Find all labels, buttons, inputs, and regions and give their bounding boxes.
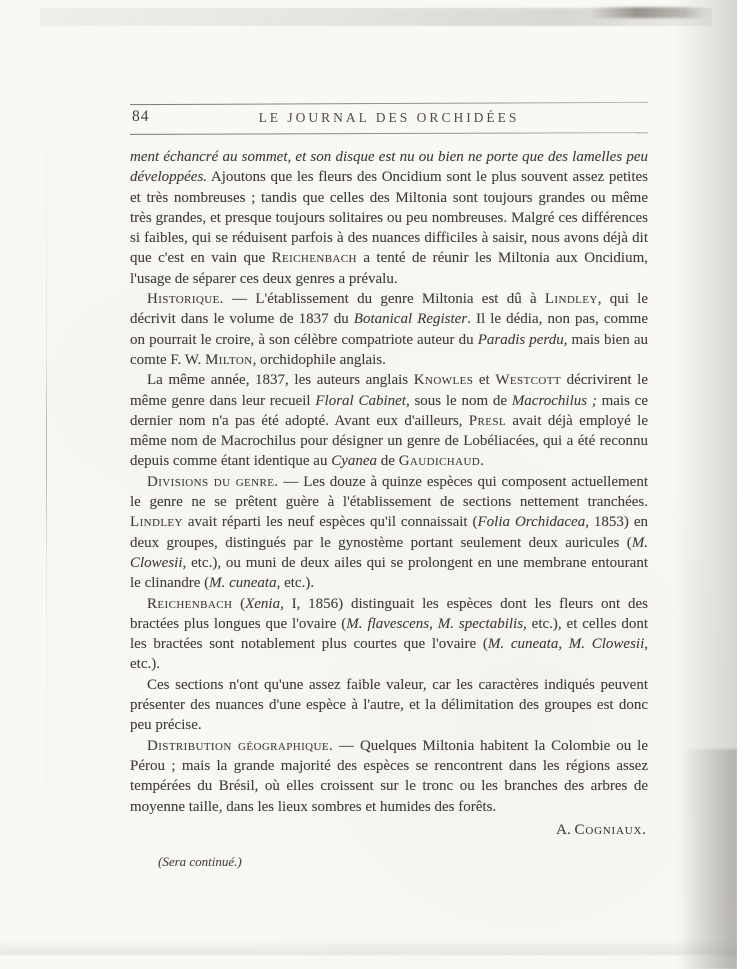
text-run: et <box>473 372 496 389</box>
text-run: I, 1856) distinguait les espèces dont les fleurs ont des bractées plus longues que l'ovaire ( <box>130 595 648 632</box>
text-run: Xenia, <box>245 595 284 612</box>
text-run: mais ce dernier nom n'a pas été adopté. Avant eux d'ailleurs, <box>130 392 648 429</box>
text-run: ( <box>232 595 246 612</box>
scan-white-margin <box>737 0 750 969</box>
text-run: — L'établissement du genre Miltonia est dû à <box>223 291 545 308</box>
text-run: sous le nom de <box>409 392 512 409</box>
text-run: M. flavescens, M. spectabilis, <box>346 615 527 632</box>
text-run: La même année, 1837, les auteurs anglais <box>147 372 414 389</box>
text-run: M. cuneata, M. Clowesii, <box>487 636 649 653</box>
text-run: M. Clowesii, <box>130 534 648 571</box>
text-run: ment échancré au sommet, et son disque est nu ou bien ne porte que des lamelles peu développées. <box>130 149 648 186</box>
page-number: 84 <box>132 108 150 125</box>
text-run: Paradis perdu, <box>477 331 568 348</box>
scan-noise-bottom-band <box>0 939 740 955</box>
header-rule-bottom <box>130 132 648 135</box>
text-run: A. <box>556 821 575 838</box>
running-header <box>130 108 648 128</box>
text-run: . Il le dédia, non pas, comme on pourrait le croire, à son célèbre compatriote auteur du <box>130 311 648 348</box>
article-body <box>130 147 648 872</box>
text-run: Milton <box>205 351 253 368</box>
text-run: , orchidophile anglais. <box>252 351 386 368</box>
paragraph <box>130 594 648 675</box>
text-run: Reichenbach <box>147 595 233 612</box>
continuation-note: (Sera continué.) <box>158 854 242 870</box>
text-run: Cyanea <box>331 453 378 470</box>
text-run: Lindley <box>544 291 598 308</box>
paragraph <box>130 675 648 736</box>
text-run: M. cuneata, <box>209 575 281 592</box>
text-run: Ajoutons que les fleurs des Oncidium sont le plus souvent assez petites et très nombreuses ; tandis que celles des Miltonia sont toujours grandes ou même très grandes, et presque toujours solitaires ou peu nombreuses. Malgré ces différences si faibles, qui se réduisent parfois à des nuances difficiles à saisir, nous avons déjà dit que c'est en vain que <box>130 169 648 267</box>
paragraph <box>130 147 648 289</box>
text-run: avait réparti les neuf espèces qu'il connaissait ( <box>182 514 478 531</box>
text-run: Gaudichaud <box>398 453 481 470</box>
text-run: . <box>480 453 484 470</box>
text-run: de <box>377 453 399 470</box>
text-run: etc.), ou muni de deux ailes qui se prolongent en une membrane entourant le clinandre ( <box>130 554 648 592</box>
text-run: Historique. <box>147 291 224 308</box>
text-run: Reichenbach <box>271 250 357 267</box>
text-run: mais bien au comte F. W. <box>130 331 649 368</box>
journal-title: LE JOURNAL DES ORCHIDÉES <box>258 110 520 125</box>
header-rule-top <box>130 102 648 105</box>
text-run: Ces sections n'ont qu'une assez faible valeur, car les caractères indiqués peuvent présenter des nuances d'une espèce à l'autre, et la délimitation des groupes est donc peu précise. <box>130 676 648 734</box>
text-run: Cogniaux <box>574 821 643 838</box>
text-run: avait déjà employé le même nom de Macrochilus pour désigner un genre de Lobéliacées, qui a été reconnu depuis comme étant identique au <box>130 412 648 470</box>
text-run: Botanical Register <box>353 311 468 328</box>
text-run: — Quelques Miltonia habitent la Colombie ou le Pérou ; mais la grande majorité des espèces se rencontrent dans les régions assez tempérées du Brésil, où elles croissent sur le tronc ou les branches des arbres de moyenne taille, dans les lieux sombres et humides des forêts. <box>130 737 648 815</box>
text-run: 1853) en deux groupes, distingués par le gynostème portant seulement deux auricules ( <box>130 514 648 551</box>
text-run: Knowles <box>413 372 474 389</box>
text-run: Distribution géographique. <box>147 737 334 754</box>
text-run: Floral Cabinet, <box>315 392 410 409</box>
text-run: — Les douze à quinze espèces qui composent actuellement le genre ne se prêtent guère à l'établissement de sections nettement tranchées. <box>130 473 649 511</box>
paragraph <box>130 370 648 471</box>
text-run: etc.). <box>130 656 160 673</box>
paragraph <box>130 472 648 594</box>
text-run: décrivirent le même genre dans leur recueil <box>130 372 648 409</box>
text-run: . <box>642 821 646 838</box>
text-run: Westcott <box>495 372 561 389</box>
text-run: , qui le décrivit dans le volume de 1837 du <box>130 291 648 328</box>
text-run: Folia Orchidacea, <box>477 514 589 531</box>
text-run: etc.). <box>280 575 315 592</box>
text-run: a tenté de réunir les Miltonia aux Oncidium, l'usage de séparer ces deux genres a prévalu. <box>130 250 648 287</box>
text-run: etc.), et celles dont les bractées sont notablement plus courtes que l'ovaire ( <box>130 615 648 653</box>
paragraph <box>130 289 648 370</box>
text-run: Presl <box>468 412 507 429</box>
text-run: Lindley <box>130 514 183 531</box>
page-fold-line <box>46 80 47 880</box>
paragraph <box>130 736 648 817</box>
author-signature <box>130 820 648 840</box>
text-run: Macrochilus ; <box>511 392 597 409</box>
scan-bottom-right-shadow <box>682 749 737 969</box>
text-run: Divisions du genre. <box>147 473 279 490</box>
